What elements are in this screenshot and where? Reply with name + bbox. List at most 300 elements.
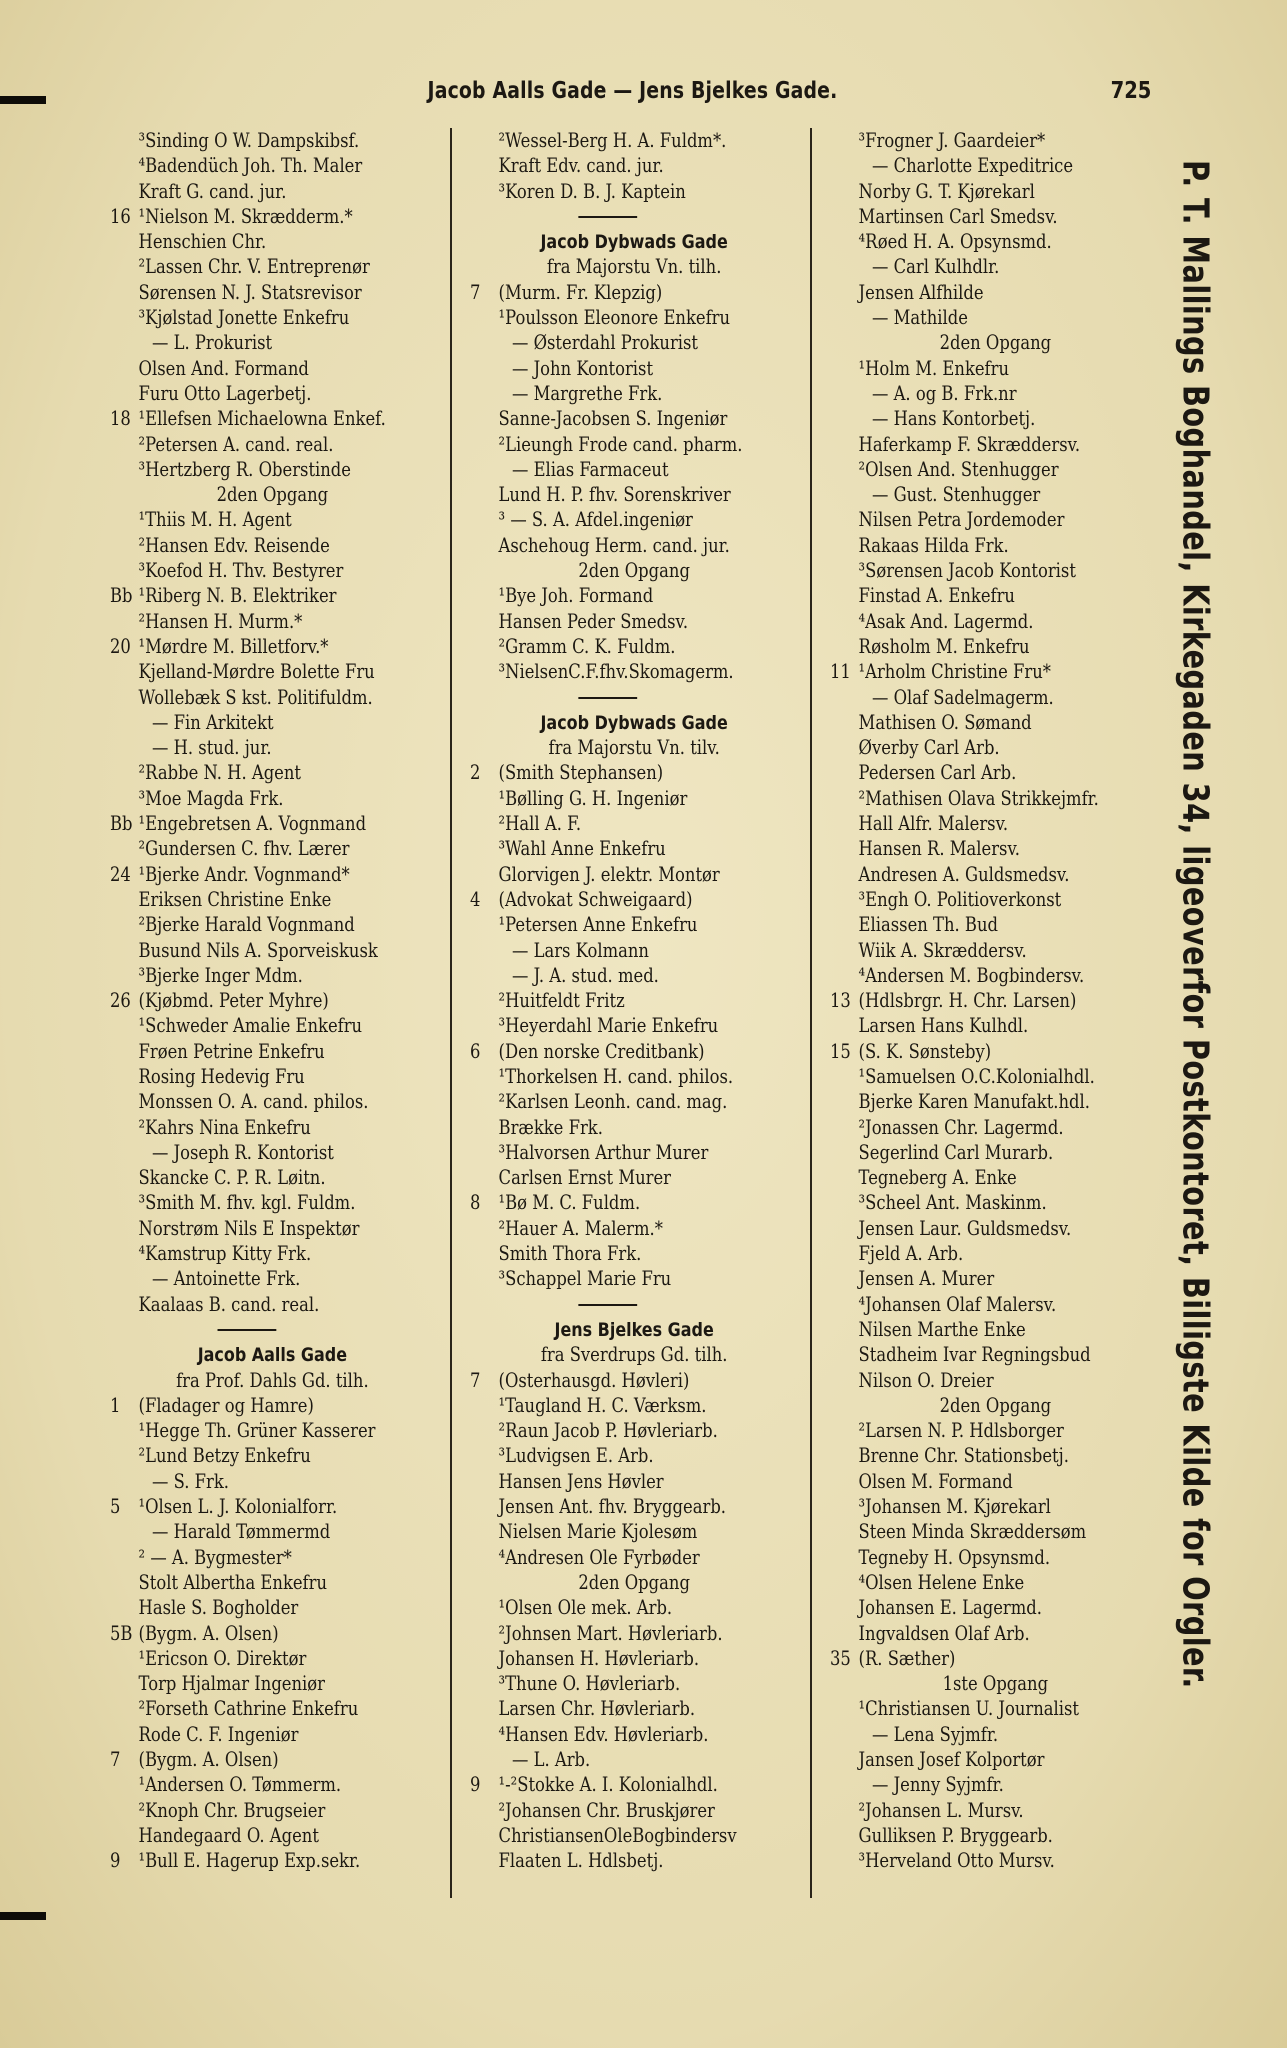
entry-text: 2den Opgang bbox=[578, 1570, 690, 1594]
directory-entry bbox=[110, 963, 383, 988]
edge-mark bbox=[0, 96, 46, 104]
entry-text: Nilson O. Dreier bbox=[858, 1368, 994, 1392]
directory-entry bbox=[470, 862, 746, 887]
entry-text: Kraft G. cand. jur. bbox=[138, 179, 287, 203]
entry-text: fra Sverdrups Gd. tilh. bbox=[540, 1343, 728, 1367]
entry-text: ²Jonassen Chr. Lagermd. bbox=[858, 1115, 1064, 1139]
directory-entry bbox=[830, 1494, 1107, 1519]
column-3 bbox=[830, 128, 1160, 1898]
directory-entry bbox=[470, 938, 746, 963]
entry-text: Nilsen Marthe Enke bbox=[858, 1317, 1026, 1341]
entry-text: Pedersen Carl Arb. bbox=[858, 761, 1017, 785]
entry-text: ¹Olsen L. J. Kolonialforr. bbox=[138, 1495, 338, 1519]
entry-text: ²Hall A. F. bbox=[498, 812, 582, 836]
directory-entry bbox=[470, 1570, 798, 1595]
entry-text: (Fladager og Hamre) bbox=[138, 1393, 314, 1417]
entry-text: Steen Minda Skræddersøm bbox=[858, 1520, 1087, 1544]
entry-text: Hansen Peder Smedsv. bbox=[498, 609, 689, 633]
entry-text: 1ste Opgang bbox=[942, 1672, 1048, 1696]
directory-entry bbox=[830, 862, 1107, 887]
directory-entry bbox=[830, 330, 1160, 355]
entry-text: ¹Poulsson Eleonore Enkefru bbox=[498, 306, 731, 330]
directory-entry bbox=[830, 1140, 1107, 1165]
house-number: 16 bbox=[110, 204, 131, 228]
entry-text: ¹Ericson O. Direktør bbox=[138, 1646, 307, 1670]
directory-entry bbox=[110, 634, 383, 659]
directory-entry bbox=[110, 1266, 383, 1291]
directory-entry bbox=[110, 1696, 383, 1721]
directory-entry bbox=[110, 1089, 383, 1114]
entry-text: ³Sørensen Jacob Kontorist bbox=[858, 559, 1076, 583]
column-divider bbox=[810, 128, 812, 1898]
entry-text: Finstad A. Enkefru bbox=[858, 584, 1015, 608]
directory-entry bbox=[470, 229, 798, 254]
entry-text: ¹Bull E. Hagerup Exp.sekr. bbox=[138, 1849, 361, 1873]
directory-entry bbox=[470, 507, 746, 532]
directory-entry bbox=[470, 1317, 798, 1342]
entry-text: — Hans Kontorbetj. bbox=[872, 407, 1036, 431]
entry-text: Haferkamp F. Skræddersv. bbox=[858, 432, 1081, 456]
directory-entry bbox=[470, 1064, 746, 1089]
entry-text: ³Koefod H. Thv. Bestyrer bbox=[138, 559, 344, 583]
street-heading: Jacob Aalls Gade bbox=[197, 1344, 348, 1367]
entry-text: ¹Arholm Christine Fru* bbox=[858, 660, 1051, 684]
entry-text: ¹Schweder Amalie Enkefru bbox=[138, 1014, 363, 1038]
entry-text: (Advokat Schweigaard) bbox=[498, 887, 693, 911]
entry-text: ²Kahrs Nina Enkefru bbox=[138, 1115, 311, 1139]
directory-entry bbox=[470, 1089, 746, 1114]
entry-text: ⁴Olsen Helene Enke bbox=[858, 1570, 1025, 1594]
entry-text: ¹Holm M. Enkefru bbox=[858, 356, 1010, 380]
directory-entry bbox=[470, 1469, 746, 1494]
directory-entry bbox=[470, 1039, 746, 1064]
entry-text: (Murm. Fr. Klepzig) bbox=[498, 280, 663, 304]
directory-entry bbox=[110, 1115, 383, 1140]
entry-text: ²Hansen H. Murm.* bbox=[138, 609, 303, 633]
directory-entry bbox=[830, 179, 1107, 204]
directory-entry bbox=[110, 583, 383, 608]
entry-text: Smith Thora Frk. bbox=[498, 1242, 642, 1266]
house-number: 26 bbox=[110, 989, 131, 1013]
directory-entry bbox=[110, 1140, 383, 1165]
directory-entry bbox=[470, 710, 798, 735]
entry-text: Andresen A. Guldsmedsv. bbox=[858, 862, 1070, 886]
directory-entry bbox=[110, 659, 383, 684]
directory-entry bbox=[110, 558, 383, 583]
directory-entry bbox=[830, 1798, 1107, 1823]
entry-text: ⁴Hansen Edv. Høvleriarb. bbox=[498, 1722, 709, 1746]
directory-entry bbox=[470, 1342, 798, 1367]
entry-text: ¹Bye Joh. Formand bbox=[498, 584, 654, 608]
entry-text: Wollebæk S kst. Politifuldm. bbox=[138, 685, 373, 709]
entry-text: ¹Ellefsen Michaelowna Enkef. bbox=[138, 407, 386, 431]
entry-text: ³Thune O. Høvleriarb. bbox=[498, 1672, 681, 1696]
directory-entry bbox=[830, 1823, 1107, 1848]
directory-entry bbox=[110, 685, 383, 710]
directory-entry bbox=[470, 1368, 746, 1393]
entry-text: ²Wessel-Berg H. A. Fuldm*. bbox=[498, 129, 727, 152]
directory-entry bbox=[110, 229, 383, 254]
entry-text: ³Ludvigsen E. Arb. bbox=[498, 1444, 654, 1468]
directory-entry bbox=[470, 887, 746, 912]
entry-text: ¹Thorkelsen H. cand. philos. bbox=[498, 1064, 734, 1088]
house-number: 20 bbox=[110, 634, 131, 658]
directory-entry bbox=[470, 609, 746, 634]
entry-text: ³Sinding O W. Dampskibsf. bbox=[138, 129, 360, 152]
directory-entry bbox=[470, 254, 798, 279]
house-number: 7 bbox=[470, 1368, 481, 1392]
entry-text bbox=[217, 1329, 276, 1331]
directory-entry bbox=[830, 735, 1107, 760]
directory-entry bbox=[830, 685, 1107, 710]
entry-text bbox=[578, 216, 637, 218]
directory-entry bbox=[470, 1823, 746, 1848]
directory-entry bbox=[830, 1216, 1107, 1241]
directory-entry bbox=[830, 1241, 1107, 1266]
entry-text: Martinsen Carl Smedsv. bbox=[858, 204, 1058, 228]
entry-text: ¹Petersen Anne Enkefru bbox=[498, 913, 698, 937]
house-number: 8 bbox=[470, 1191, 481, 1215]
house-number: 2 bbox=[470, 761, 481, 785]
directory-entry bbox=[470, 1545, 746, 1570]
directory-entry bbox=[830, 609, 1107, 634]
directory-entry bbox=[830, 938, 1107, 963]
directory-entry bbox=[470, 1671, 746, 1696]
entry-text: Carlsen Ernst Murer bbox=[498, 1166, 671, 1190]
entry-text: ¹Bølling G. H. Ingeniør bbox=[498, 786, 688, 810]
directory-entry bbox=[470, 1393, 746, 1418]
entry-text: Kraft Edv. cand. jur. bbox=[498, 154, 664, 178]
entry-text: (Smith Stephansen) bbox=[498, 761, 664, 785]
entry-text: — Joseph R. Kontorist bbox=[152, 1140, 334, 1164]
directory-entry bbox=[110, 1393, 383, 1418]
entry-text: Nielsen Marie Kjolesøm bbox=[498, 1520, 698, 1544]
house-number: 4 bbox=[470, 887, 481, 911]
entry-text: Monssen O. A. cand. philos. bbox=[138, 1090, 369, 1114]
house-number: 7 bbox=[110, 1748, 121, 1771]
entry-text: — Jenny Syjmfr. bbox=[872, 1773, 1004, 1797]
directory-entry bbox=[830, 1772, 1107, 1797]
entry-text: Hansen Jens Høvler bbox=[498, 1469, 664, 1493]
directory-entry bbox=[830, 558, 1107, 583]
entry-text: Ingvaldsen Olaf Arb. bbox=[858, 1621, 1030, 1645]
entry-text: ³Heyerdahl Marie Enkefru bbox=[498, 1014, 719, 1038]
entry-text: ¹Samuelsen O.C.Kolonialhdl. bbox=[858, 1064, 1095, 1088]
entry-text: Aschehoug Herm. cand. jur. bbox=[498, 533, 730, 557]
directory-entry bbox=[470, 786, 746, 811]
entry-text: Brække Frk. bbox=[498, 1115, 603, 1139]
directory-entry bbox=[110, 1418, 383, 1443]
entry-text: ³Scheel Ant. Maskinm. bbox=[858, 1191, 1047, 1215]
entry-text: Furu Otto Lagerbetj. bbox=[138, 381, 312, 405]
directory-entry bbox=[110, 1190, 383, 1215]
directory-entry bbox=[830, 659, 1107, 684]
directory-entry bbox=[110, 1165, 383, 1190]
directory-entry bbox=[830, 507, 1107, 532]
directory-entry bbox=[470, 457, 746, 482]
entry-text: ² — A. Bygmester* bbox=[138, 1545, 292, 1569]
house-number: 13 bbox=[830, 989, 851, 1013]
directory-entry bbox=[830, 912, 1107, 937]
entry-text: Rode C. F. Ingeniør bbox=[138, 1722, 299, 1746]
house-number: 15 bbox=[830, 1039, 851, 1063]
entry-text: (Den norske Creditbank) bbox=[498, 1039, 705, 1063]
column-divider bbox=[450, 128, 452, 1898]
entry-text: Eriksen Christine Enke bbox=[138, 887, 332, 911]
entry-text: Øverby Carl Arb. bbox=[858, 736, 1000, 760]
house-number: Bb bbox=[110, 812, 133, 836]
entry-text: — Mathilde bbox=[872, 306, 968, 330]
entry-text: — S. Frk. bbox=[152, 1469, 229, 1493]
directory-entry bbox=[110, 153, 383, 178]
entry-text: ¹Taugland H. C. Værksm. bbox=[498, 1393, 707, 1417]
directory-entry bbox=[110, 533, 383, 558]
entry-text: Handegaard O. Agent bbox=[138, 1823, 319, 1847]
entry-text: ²Olsen And. Stenhugger bbox=[858, 457, 1059, 481]
entry-text: ³Engh O. Politioverkonst bbox=[858, 887, 1062, 911]
directory-entry bbox=[470, 1494, 746, 1519]
directory-entry bbox=[470, 1747, 746, 1772]
entry-text: ³Halvorsen Arthur Murer bbox=[498, 1140, 709, 1164]
entry-text: ¹Christiansen U. Journalist bbox=[858, 1697, 1079, 1721]
entry-text: ¹Andersen O. Tømmerm. bbox=[138, 1773, 342, 1797]
entry-text: 2den Opgang bbox=[578, 559, 690, 583]
entry-text: Jensen Laur. Guldsmedsv. bbox=[858, 1216, 1072, 1240]
directory-entry bbox=[470, 1519, 746, 1544]
directory-entry bbox=[110, 1469, 383, 1494]
directory-entry bbox=[110, 735, 383, 760]
directory-entry bbox=[830, 1696, 1107, 1721]
house-number: 6 bbox=[470, 1039, 481, 1063]
entry-text: Jensen Alfhilde bbox=[858, 280, 984, 304]
entry-text: (Hdlsbrgr. H. Chr. Larsen) bbox=[858, 989, 1077, 1013]
directory-entry bbox=[110, 305, 383, 330]
directory-entry bbox=[470, 1115, 746, 1140]
entry-text: Kjelland-Mørdre Bolette Fru bbox=[138, 660, 375, 684]
entry-text: ¹Engebretsen A. Vognmand bbox=[138, 812, 367, 836]
entry-text: ⁴Kamstrup Kitty Frk. bbox=[138, 1242, 312, 1266]
entry-text: Jensen A. Murer bbox=[858, 1267, 995, 1291]
entry-text: Røsholm M. Enkefru bbox=[858, 634, 1030, 658]
directory-entry bbox=[470, 963, 746, 988]
directory-entry bbox=[470, 432, 746, 457]
directory-entry bbox=[830, 1064, 1107, 1089]
directory-entry bbox=[110, 1671, 383, 1696]
entry-text bbox=[578, 697, 637, 699]
directory-entry bbox=[110, 1798, 383, 1823]
directory-entry bbox=[110, 938, 383, 963]
directory-entry bbox=[470, 1165, 746, 1190]
column-2 bbox=[470, 128, 798, 1898]
directory-entry bbox=[110, 1646, 383, 1671]
entry-text: ²Gramm C. K. Fuldm. bbox=[498, 634, 676, 658]
entry-text: — Lena Syjmfr. bbox=[872, 1722, 999, 1746]
directory-entry bbox=[830, 1848, 1107, 1873]
entry-text: ³Kjølstad Jonette Enkefru bbox=[138, 306, 350, 330]
entry-text: ⁴Andresen Ole Fyrbøder bbox=[498, 1545, 700, 1569]
directory-entry bbox=[830, 1190, 1107, 1215]
entry-text: ²Petersen A. cand. real. bbox=[138, 432, 334, 456]
house-number: 5B bbox=[110, 1621, 133, 1645]
entry-text: — Olaf Sadelmagerm. bbox=[872, 685, 1054, 709]
directory-entry bbox=[830, 356, 1107, 381]
directory-entry bbox=[110, 128, 383, 153]
entry-text: Jansen Josef Kolportør bbox=[858, 1748, 1045, 1771]
directory-entry bbox=[830, 1469, 1107, 1494]
directory-entry bbox=[470, 356, 746, 381]
directory-entry bbox=[110, 356, 383, 381]
entry-text: Brenne Chr. Stationsbetj. bbox=[858, 1444, 1069, 1468]
entry-text: — Carl Kulhdlr. bbox=[872, 255, 1000, 279]
house-number: 5 bbox=[110, 1495, 121, 1519]
entry-text: — L. Arb. bbox=[512, 1748, 591, 1771]
directory-entry bbox=[110, 887, 383, 912]
entry-text: Torp Hjalmar Ingeniør bbox=[138, 1672, 325, 1696]
entry-text: ⁴Badendüch Joh. Th. Maler bbox=[138, 154, 363, 178]
directory-entry bbox=[830, 1342, 1107, 1367]
entry-text: ³Frogner J. Gaardeier* bbox=[858, 129, 1046, 152]
directory-entry bbox=[830, 710, 1107, 735]
entry-text: Hall Alfr. Malersv. bbox=[858, 812, 1009, 836]
entry-text: ¹Riberg N. B. Elektriker bbox=[138, 584, 337, 608]
entry-text: Norstrøm Nils E Inspektør bbox=[138, 1216, 360, 1240]
directory-entry bbox=[830, 381, 1107, 406]
house-number: 35 bbox=[830, 1646, 851, 1670]
directory-entry bbox=[470, 1190, 746, 1215]
entry-text: Larsen Chr. Høvleriarb. bbox=[498, 1697, 696, 1721]
section-separator bbox=[110, 1317, 383, 1342]
directory-entry bbox=[830, 1443, 1107, 1468]
directory-entry bbox=[110, 836, 383, 861]
directory-entry bbox=[470, 1216, 746, 1241]
directory-entry bbox=[830, 1368, 1107, 1393]
directory-entry bbox=[110, 507, 383, 532]
directory-entry bbox=[830, 280, 1107, 305]
entry-text: ¹Mørdre M. Billetforv.* bbox=[138, 634, 329, 658]
directory-entry bbox=[470, 583, 746, 608]
entry-text: Wiik A. Skræddersv. bbox=[858, 938, 1027, 962]
entry-text: — Fin Arkitekt bbox=[152, 710, 274, 734]
entry-text: fra Majorstu Vn. tilh. bbox=[546, 255, 722, 279]
directory-entry bbox=[110, 1823, 383, 1848]
directory-entry bbox=[830, 811, 1107, 836]
directory-entry bbox=[830, 1089, 1107, 1114]
directory-entry bbox=[830, 305, 1107, 330]
directory-entry bbox=[470, 1418, 746, 1443]
entry-text: 2den Opgang bbox=[216, 483, 329, 507]
directory-entry bbox=[110, 1848, 383, 1873]
edge-mark bbox=[0, 1912, 46, 1920]
house-number: 7 bbox=[470, 280, 481, 304]
directory-entry bbox=[110, 406, 386, 431]
directory-entry bbox=[110, 1494, 383, 1519]
side-advertisement bbox=[1165, 160, 1225, 1880]
directory-entry bbox=[110, 1722, 383, 1747]
entry-text: (Bygm. A. Olsen) bbox=[138, 1748, 279, 1771]
entry-text: Larsen Hans Kulhdl. bbox=[858, 1014, 1029, 1038]
entry-text: ²Gundersen C. fhv. Lærer bbox=[138, 837, 350, 861]
directory-entry bbox=[830, 988, 1107, 1013]
entry-text: Segerlind Carl Murarb. bbox=[858, 1140, 1054, 1164]
entry-text: Flaaten L. Hdlsbetj. bbox=[498, 1849, 664, 1873]
entry-text: (R. Sæther) bbox=[858, 1646, 956, 1670]
entry-text: Nilsen Petra Jordemoder bbox=[858, 508, 1065, 532]
directory-entry bbox=[830, 1646, 1107, 1671]
directory-entry bbox=[110, 1443, 383, 1468]
entry-text: ⁴Johansen Olaf Malersv. bbox=[858, 1292, 1057, 1316]
entry-text: Mathisen O. Sømand bbox=[858, 710, 1032, 734]
entry-text: ¹Thiis M. H. Agent bbox=[138, 508, 292, 532]
entry-text: fra Prof. Dahls Gd. tilh. bbox=[176, 1368, 369, 1392]
directory-entry bbox=[470, 1772, 746, 1797]
directory-entry bbox=[830, 1393, 1160, 1418]
entry-text: ²Johansen L. Mursv. bbox=[858, 1798, 1024, 1822]
entry-text: ChristiansenOleBogbindersv bbox=[498, 1823, 737, 1847]
directory-entry bbox=[110, 254, 383, 279]
entry-text: Busund Nils A. Sporveiskusk bbox=[138, 938, 378, 962]
entry-text: ³Hertzberg R. Oberstinde bbox=[138, 457, 351, 481]
directory-entry bbox=[830, 760, 1107, 785]
directory-entry bbox=[110, 1570, 383, 1595]
entry-text: — A. og B. Frk.nr bbox=[872, 381, 1017, 405]
directory-entry bbox=[110, 1342, 435, 1367]
entry-text: fra Majorstu Vn. tilv. bbox=[548, 736, 720, 760]
street-heading: Jacob Dybwads Gade bbox=[540, 711, 728, 734]
entry-text: — Harald Tømmermd bbox=[152, 1520, 331, 1544]
directory-entry bbox=[830, 1595, 1107, 1620]
directory-entry bbox=[110, 811, 383, 836]
directory-entry bbox=[830, 963, 1107, 988]
directory-entry bbox=[470, 558, 798, 583]
directory-entry bbox=[830, 1266, 1107, 1291]
directory-entry bbox=[470, 634, 746, 659]
directory-entry bbox=[830, 482, 1107, 507]
entry-text: ⁴Andersen M. Bogbindersv. bbox=[858, 963, 1085, 987]
entry-text: ³Johansen M. Kjørekarl bbox=[858, 1495, 1051, 1519]
directory-entry bbox=[470, 533, 746, 558]
entry-text: Johansen E. Lagermd. bbox=[858, 1596, 1042, 1620]
page-header bbox=[110, 78, 1155, 112]
entry-text: ¹Bjerke Andr. Vognmand* bbox=[138, 862, 350, 886]
entry-text: ³Wahl Anne Enkefru bbox=[498, 837, 666, 861]
directory-entry bbox=[830, 1722, 1107, 1747]
house-number: 18 bbox=[110, 407, 131, 431]
house-number: 9 bbox=[470, 1773, 481, 1797]
page-title: Jacob Aalls Gade — Jens Bjelkes Gade. bbox=[427, 78, 838, 104]
entry-text: ³Herveland Otto Mursv. bbox=[858, 1849, 1055, 1873]
directory-entry bbox=[470, 1621, 746, 1646]
directory-entry bbox=[470, 330, 746, 355]
directory-entry bbox=[470, 128, 746, 153]
entry-text: ¹Nielson M. Skrædderm.* bbox=[138, 204, 353, 228]
directory-entry bbox=[470, 912, 746, 937]
directory-entry bbox=[110, 988, 383, 1013]
directory-entry bbox=[110, 280, 383, 305]
entry-text: (Bygm. A. Olsen) bbox=[138, 1621, 279, 1645]
entry-text: Rosing Hedevig Fru bbox=[138, 1064, 305, 1088]
entry-text: ¹Bø M. C. Fuldm. bbox=[498, 1191, 641, 1215]
directory-entry bbox=[470, 836, 746, 861]
directory-entry bbox=[830, 1519, 1107, 1544]
entry-text: ²Hauer A. Malerm.* bbox=[498, 1216, 663, 1240]
entry-text: — Gust. Stenhugger bbox=[872, 483, 1041, 507]
entry-text: ²Johansen Chr. Bruskjører bbox=[498, 1798, 715, 1822]
directory-entry bbox=[110, 179, 383, 204]
directory-entry bbox=[830, 634, 1107, 659]
entry-text: Stadheim Ivar Regningsbud bbox=[858, 1343, 1091, 1367]
directory-entry bbox=[830, 128, 1107, 153]
directory-entry bbox=[830, 836, 1107, 861]
